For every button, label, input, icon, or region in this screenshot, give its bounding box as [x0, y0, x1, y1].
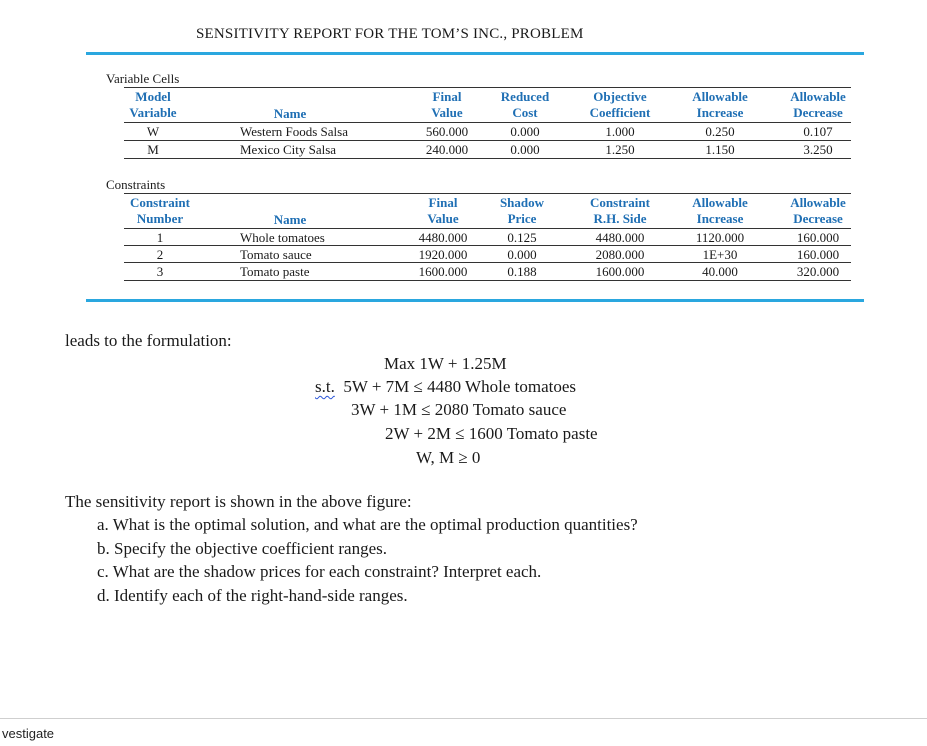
con-row-3-num: 3 — [156, 264, 164, 279]
con-row-2-inc: 1E+30 — [702, 247, 738, 262]
var-row-2-final: 240.000 — [425, 142, 469, 157]
con-row-2-final: 1920.000 — [418, 247, 468, 262]
con-row-1-rule — [124, 245, 851, 246]
var-header-model: Model Variable — [129, 89, 177, 120]
var-row-2-inc: 1.150 — [705, 142, 735, 157]
con-row-3-dec: 320.000 — [796, 264, 840, 279]
con-row-2-rhs: 2080.000 — [595, 247, 645, 262]
var-row-1-coef: 1.000 — [605, 124, 635, 139]
formulation-objective: Max 1W + 1.25M — [384, 354, 507, 373]
con-row-1-rhs: 4480.000 — [595, 230, 645, 245]
con-row-3-shadow: 0.188 — [507, 264, 537, 279]
con-header-final: Final Value — [427, 195, 459, 226]
var-header-final: Final Value — [431, 89, 463, 120]
var-row-1-reduced: 0.000 — [510, 124, 540, 139]
var-row-1-inc: 0.250 — [705, 124, 735, 139]
report-title: SENSITIVITY REPORT FOR THE TOM’S INC., PROBLEM — [196, 26, 584, 42]
con-row-1-num: 1 — [156, 230, 164, 245]
var-header-reduced: Reduced Cost — [500, 89, 550, 120]
question-a: a. What is the optimal solution, and what are the optimal production quantities? — [97, 515, 638, 534]
var-row-2-dec: 3.250 — [803, 142, 833, 157]
formulation-constraint-2: 3W + 1M ≤ 2080 Tomato sauce — [351, 400, 567, 419]
constraints-label: Constraints — [106, 177, 166, 192]
con-row-1-inc: 1120.000 — [695, 230, 745, 245]
var-row-2-var: M — [147, 142, 159, 157]
var-row-1-final: 560.000 — [425, 124, 469, 139]
var-header-inc: Allowable Increase — [692, 89, 748, 120]
var-row-2-rule — [124, 158, 851, 159]
con-header-inc: Allowable Increase — [692, 195, 748, 226]
con-header-shadow: Shadow Price — [499, 195, 545, 226]
question-c: c. What are the shadow prices for each constraint? Interpret each. — [97, 562, 542, 581]
variable-header-bottom-rule — [124, 122, 851, 123]
con-header-name: Name — [273, 212, 307, 227]
var-row-1-rule — [124, 140, 851, 141]
top-blue-rule — [86, 52, 864, 55]
var-row-1-dec: 0.107 — [803, 124, 833, 139]
con-row-3-inc: 40.000 — [702, 264, 738, 279]
question-d: d. Identify each of the right-hand-side ranges. — [97, 586, 408, 605]
var-header-name: Name — [273, 106, 307, 121]
con-row-1-dec: 160.000 — [796, 230, 840, 245]
con-header-dec: Allowable Decrease — [790, 195, 846, 226]
question-b: b. Specify the objective coefficient ranges. — [97, 539, 387, 558]
constraint-header-top-rule — [124, 193, 851, 194]
var-row-1-var: W — [146, 124, 160, 139]
variable-header-top-rule — [124, 87, 851, 88]
formulation-nonnegativity: W, M ≥ 0 — [416, 448, 481, 467]
con-row-2-dec: 160.000 — [796, 247, 840, 262]
con-row-3-name: Tomato paste — [240, 264, 310, 279]
formulation-intro: leads to the formulation: — [65, 331, 232, 350]
con-row-2-shadow: 0.000 — [507, 247, 537, 262]
con-row-3-rhs: 1600.000 — [595, 264, 645, 279]
con-row-3-final: 1600.000 — [418, 264, 468, 279]
con-row-1-final: 4480.000 — [418, 230, 468, 245]
var-row-2-reduced: 0.000 — [510, 142, 540, 157]
var-row-2-coef: 1.250 — [605, 142, 635, 157]
con-header-rhs: Constraint R.H. Side — [590, 195, 650, 226]
var-header-objective: Objective Coefficient — [589, 89, 651, 120]
bottom-status-bar — [0, 718, 927, 746]
con-row-1-shadow: 0.125 — [507, 230, 537, 245]
formulation-constraint-1: s.t. 5W + 7M ≤ 4480 Whole tomatoes — [315, 377, 576, 396]
var-header-dec: Allowable Decrease — [790, 89, 846, 120]
var-row-1-name: Western Foods Salsa — [240, 124, 348, 139]
bottom-blue-rule — [86, 299, 864, 302]
con-row-2-name: Tomato sauce — [240, 247, 312, 262]
con-row-2-rule — [124, 262, 851, 263]
con-header-number: Constraint Number — [130, 195, 190, 226]
con-row-3-rule — [124, 280, 851, 281]
formulation-constraint-3: 2W + 2M ≤ 1600 Tomato paste — [385, 424, 598, 443]
subject-to-label: s.t. — [315, 377, 335, 396]
con-row-2-num: 2 — [156, 247, 164, 262]
constraint-header-bottom-rule — [124, 228, 851, 229]
variable-cells-label: Variable Cells — [106, 71, 180, 86]
var-row-2-name: Mexico City Salsa — [240, 142, 337, 157]
questions-intro: The sensitivity report is shown in the above figure: — [65, 492, 412, 511]
investigate-link[interactable]: vestigate — [2, 726, 55, 741]
con-row-1-name: Whole tomatoes — [240, 230, 325, 245]
